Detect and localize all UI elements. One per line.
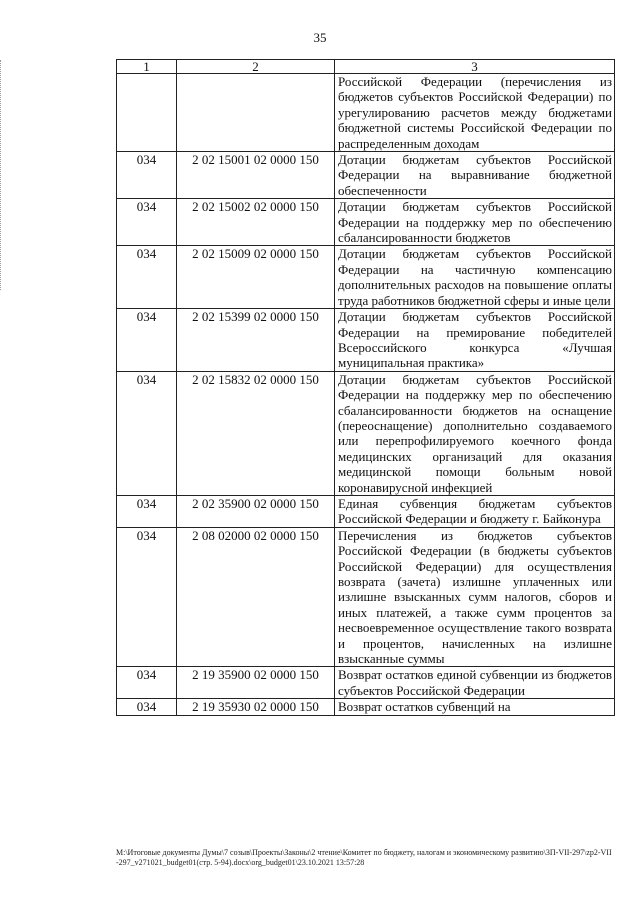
header-col-1: 1 — [117, 60, 177, 74]
admin-code-cell: 034 — [117, 309, 177, 372]
description-cell: Дотации бюджетам субъектов Российской Федерации на поддержку мер по обеспечению сбалансированности бюджетов — [335, 199, 615, 246]
table-header-row — [117, 60, 615, 74]
admin-code-cell: 034 — [117, 199, 177, 246]
table-row — [117, 495, 615, 527]
budget-code-cell: 2 08 02000 02 0000 150 — [177, 527, 335, 667]
description-cell: Единая субвенция бюджетам субъектов Российской Федерации и бюджету г. Байконура — [335, 495, 615, 527]
budget-code-cell: 2 02 15832 02 0000 150 — [177, 371, 335, 495]
page-number: 35 — [313, 30, 327, 45]
budget-code-cell — [177, 74, 335, 152]
header-col-3: 3 — [335, 60, 615, 74]
header-col-2: 2 — [177, 60, 335, 74]
table-row — [117, 667, 615, 699]
description-cell: Дотации бюджетам субъектов Российской Федерации на премирование победителей Всероссийского конкурса «Лучшая муниципальная практика» — [335, 309, 615, 372]
table-row — [117, 199, 615, 246]
table-row — [117, 371, 615, 495]
table-row — [117, 699, 615, 715]
admin-code-cell: 034 — [117, 495, 177, 527]
description-cell: Дотации бюджетам субъектов Российской Федерации на частичную компенсацию дополнительных расходов на повышение оплаты труда работников бюджетной сферы и иные цели — [335, 246, 615, 309]
budget-code-cell: 2 19 35930 02 0000 150 — [177, 699, 335, 715]
table-row — [117, 309, 615, 372]
table-row — [117, 152, 615, 199]
description-cell: Российской Федерации (перечисления из бюджетов субъектов Российской Федерации) по урегулированию расчетов между бюджетами бюджетной системы Российской Федерации по распределенным доходам — [335, 74, 615, 152]
table-row — [117, 246, 615, 309]
budget-code-cell: 2 02 15001 02 0000 150 — [177, 152, 335, 199]
budget-code-cell: 2 02 15399 02 0000 150 — [177, 309, 335, 372]
description-cell: Возврат остатков субвенций на — [335, 699, 615, 715]
budget-code-cell: 2 02 15002 02 0000 150 — [177, 199, 335, 246]
description-cell: Дотации бюджетам субъектов Российской Федерации на выравнивание бюджетной обеспеченности — [335, 152, 615, 199]
budget-code-cell: 2 19 35900 02 0000 150 — [177, 667, 335, 699]
description-cell: Перечисления из бюджетов субъектов Российской Федерации (в бюджеты субъектов Российской Федерации) для осуществления возврата (зачета) излишне уплаченных или излишне взысканных сумм налогов, сборов и иных платежей, а также сумм процентов за несвоевременное осуществление такого возврата и процентов, начисленных на излишне взысканные суммы — [335, 527, 615, 667]
admin-code-cell: 034 — [117, 527, 177, 667]
admin-code-cell: 034 — [117, 246, 177, 309]
document-path-footer: M:\Итоговые документы Думы\7 созыв\Проекты\Законы\2 чтение\Комитет по бюджету, налогам и экономическому развитию\3П-VII-297\zp2-VII-297_v271021_budget01(стр. 5-94).docx\org_budget01\23.10.2021 13:57:28 — [116, 848, 612, 867]
budget-codes-table — [116, 59, 615, 716]
admin-code-cell: 034 — [117, 699, 177, 715]
admin-code-cell — [117, 74, 177, 152]
scan-margin-mark — [0, 60, 4, 290]
budget-code-cell: 2 02 35900 02 0000 150 — [177, 495, 335, 527]
description-cell: Возврат остатков единой субвенции из бюджетов субъектов Российской Федерации — [335, 667, 615, 699]
table-row — [117, 74, 615, 152]
admin-code-cell: 034 — [117, 371, 177, 495]
table-row — [117, 527, 615, 667]
description-cell: Дотации бюджетам субъектов Российской Федерации на поддержку мер по обеспечению сбалансированности бюджетов на оснащение (переоснащение) дополнительно создаваемого или перепрофилируемого коечного фонда медицинских организаций для оказания медицинской помощи больным новой коронавирусной инфекцией — [335, 371, 615, 495]
budget-code-cell: 2 02 15009 02 0000 150 — [177, 246, 335, 309]
admin-code-cell: 034 — [117, 667, 177, 699]
admin-code-cell: 034 — [117, 152, 177, 199]
